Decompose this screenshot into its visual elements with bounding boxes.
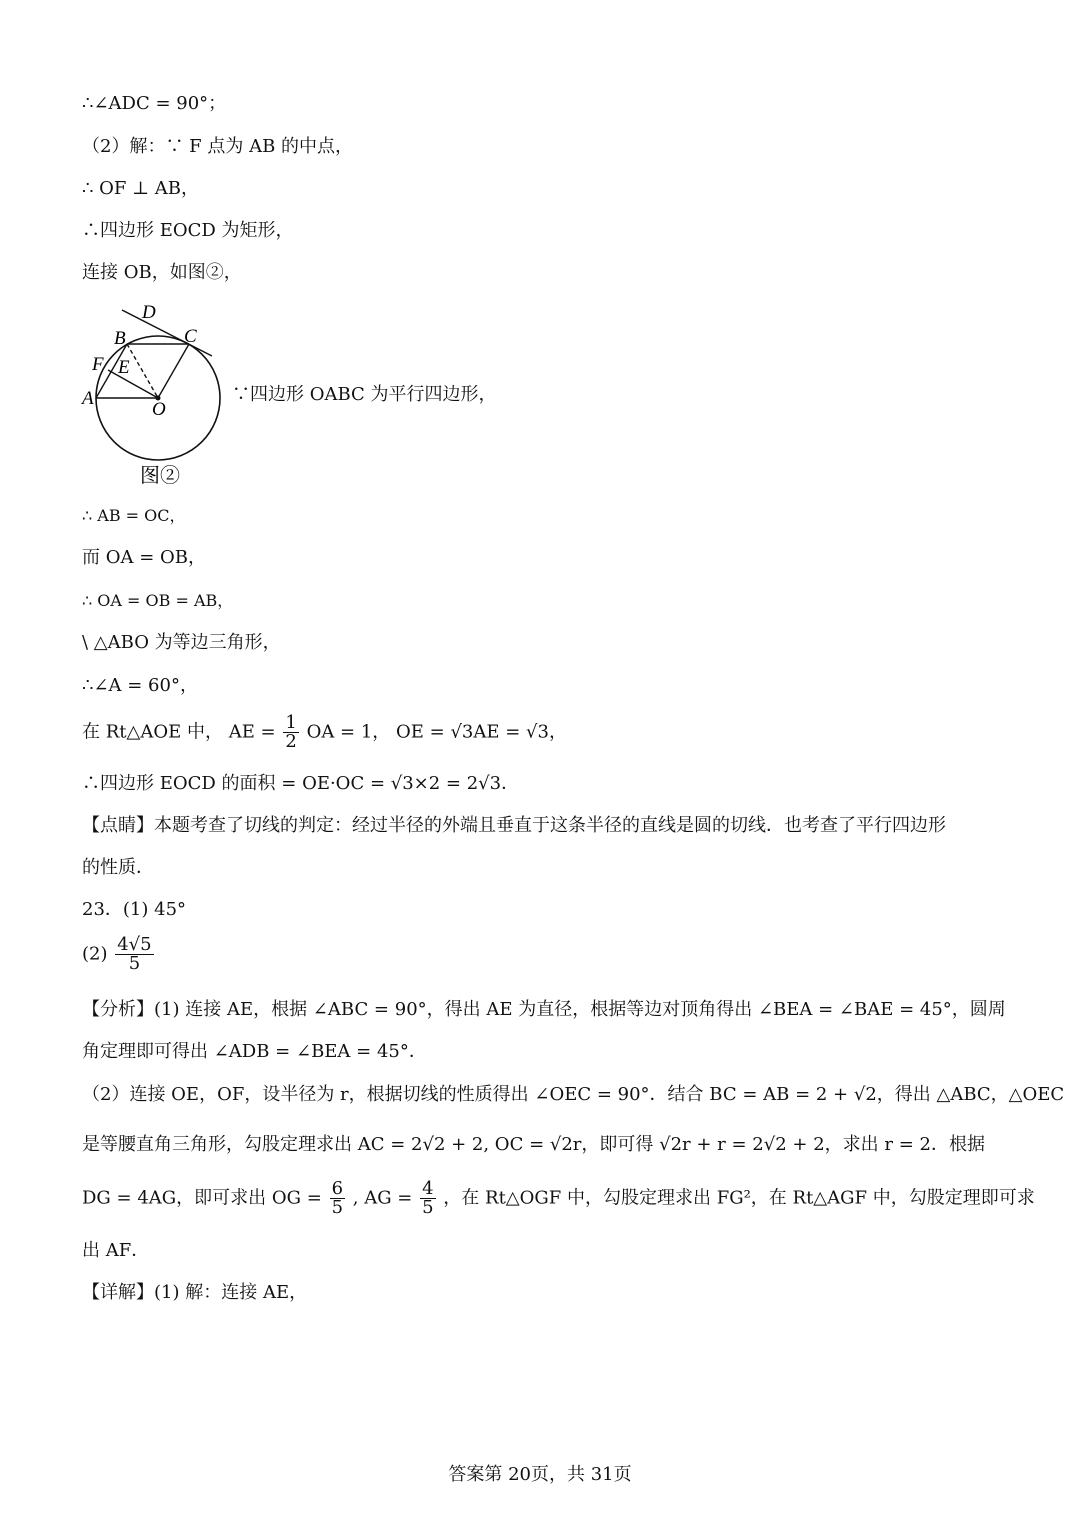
line-22 xyxy=(82,1180,1035,1217)
geometry-figure xyxy=(78,298,228,490)
line-12-b: OA = 1， OE = √3AE = √3， xyxy=(306,721,567,743)
fraction-num: 6 xyxy=(331,1178,344,1199)
fraction-one-half xyxy=(283,714,298,751)
line-16: 23．(1) 45° xyxy=(82,899,187,920)
tangent-line xyxy=(122,310,212,356)
line-8: 而 OA = OB， xyxy=(82,547,206,568)
fraction-den: 5 xyxy=(128,953,141,974)
fraction-num: 4√5 xyxy=(117,934,152,955)
line-11: ∴∠A = 60°， xyxy=(82,675,198,696)
line-18: 【分析】(1) 连接 AE，根据 ∠ABC = 90°，得出 AE 为直径，根据等边对顶角得出 ∠BEA = ∠BAE = 45°，圆周 xyxy=(82,999,1006,1020)
label-a: A xyxy=(82,388,94,409)
line-2: （2）解：∵ F 点为 AB 的中点， xyxy=(82,136,354,157)
line-20: （2）连接 OE，OF，设半径为 r，根据切线的性质得出 ∠OEC = 90°．结合 BC = AB = 2 + √2，得出 △ABC，△OEC xyxy=(82,1084,1065,1105)
line-22-b: , AG = xyxy=(352,1187,413,1209)
line-22-c: ，在 Rt△OGF 中，勾股定理求出 FG²，在 Rt△AGF 中，勾股定理即可求 xyxy=(443,1187,1035,1209)
fraction-answer xyxy=(115,936,153,973)
line-5: 连接 OB，如图②， xyxy=(82,262,242,283)
line-14: 【点睛】本题考查了切线的判定：经过半径的外端且垂直于这条半径的直线是圆的切线．也考查了平行四边形 xyxy=(82,815,946,836)
line-24: 【详解】(1) 解：连接 AE， xyxy=(82,1282,308,1303)
line-19: 角定理即可得出 ∠ADB = ∠BEA = 45°． xyxy=(82,1041,427,1062)
line-10: \ △ABO 为等边三角形， xyxy=(82,632,281,653)
line-9: ∴ OA = OB = AB， xyxy=(82,591,234,610)
line-23: 出 AF． xyxy=(82,1240,150,1261)
line-17 xyxy=(82,936,156,973)
line-1: ∴∠ADC = 90°； xyxy=(82,93,227,114)
label-d: D xyxy=(142,302,156,323)
line-7: ∴ AB = OC， xyxy=(82,506,186,525)
line-13: ∴四边形 EOCD 的面积 = OE·OC = √3×2 = 2√3． xyxy=(82,773,520,794)
line-17-a: (2) xyxy=(82,943,108,965)
label-o: O xyxy=(152,399,166,420)
segment-of xyxy=(108,370,158,398)
label-f: F xyxy=(92,354,104,375)
label-e: E xyxy=(118,357,130,378)
line-3: ∴ OF ⊥ AB， xyxy=(82,178,200,199)
segment-co xyxy=(158,344,189,398)
label-b: B xyxy=(114,328,126,349)
fraction-den: 5 xyxy=(422,1197,434,1218)
line-4: ∴四边形 EOCD 为矩形， xyxy=(82,220,294,241)
fraction-ag xyxy=(420,1180,435,1217)
line-21: 是等腰直角三角形，勾股定理求出 AC = 2√2 + 2, OC = √2r，即可得 √2r + r = 2√2 + 2，求出 r = 2．根据 xyxy=(82,1134,985,1155)
fraction-num: 1 xyxy=(285,712,297,733)
fraction-num: 4 xyxy=(422,1178,434,1199)
line-22-a: DG = 4AG，即可求出 OG = xyxy=(82,1187,322,1209)
page-footer: 答案第 20页，共 31页 xyxy=(448,1464,632,1485)
line-12 xyxy=(82,714,567,751)
figure-caption: 图② xyxy=(140,465,180,487)
fraction-den: 2 xyxy=(285,731,297,752)
line-12-a: 在 Rt△AOE 中， AE = xyxy=(82,721,276,743)
fraction-den: 5 xyxy=(331,1197,344,1218)
line-6: ∵四边形 OABC 为平行四边形， xyxy=(232,384,497,405)
fraction-og xyxy=(330,1180,345,1217)
label-c: C xyxy=(184,326,197,347)
line-15: 的性质． xyxy=(82,857,154,878)
